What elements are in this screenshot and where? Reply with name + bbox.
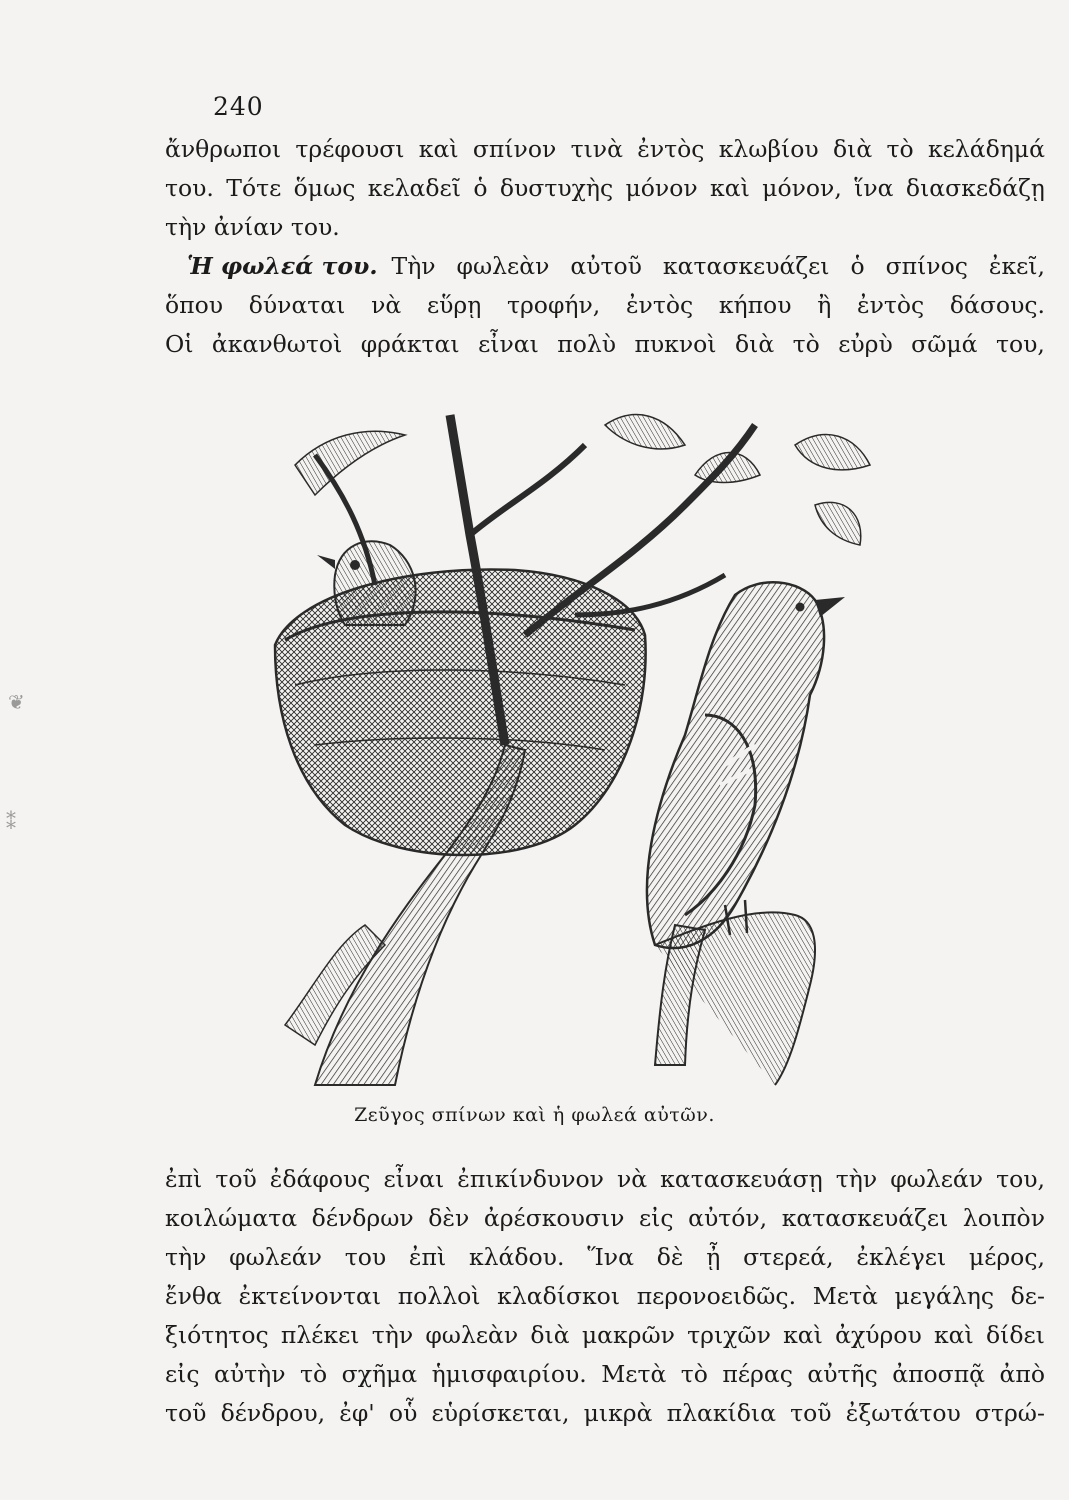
word: δε- xyxy=(1010,1282,1045,1310)
word: τοῦ xyxy=(215,1165,257,1193)
engraving-figure xyxy=(255,385,875,1090)
word: δίδει xyxy=(985,1321,1045,1349)
word: κατασκευάζει xyxy=(781,1204,949,1232)
word: ἐκτείνονται xyxy=(238,1282,382,1310)
word: οὗ xyxy=(388,1399,418,1427)
word: εἶναι xyxy=(478,330,539,358)
word: ὅμως xyxy=(293,174,356,202)
word: ἀχύρου xyxy=(835,1321,922,1349)
word: στερεά, xyxy=(743,1243,834,1271)
word: Μετὰ xyxy=(812,1282,878,1310)
page-number: 240 xyxy=(213,92,264,121)
word: φωλεάν xyxy=(229,1243,322,1271)
word: φωλεὰν xyxy=(425,1321,519,1349)
word: μόνον, xyxy=(762,174,842,202)
word: διὰ xyxy=(832,135,873,163)
word: τοῦ xyxy=(790,1399,832,1427)
word: κατασκευάζει xyxy=(662,252,830,280)
text-line xyxy=(165,169,1045,208)
word: κελάδημά xyxy=(927,135,1045,163)
word: ἐδάφους xyxy=(269,1165,371,1193)
word: πλακίδια xyxy=(666,1399,776,1427)
text-line xyxy=(165,286,1045,325)
text-line xyxy=(165,1238,1045,1277)
word: δύναται xyxy=(248,291,346,319)
word: του. xyxy=(165,174,214,202)
word: του xyxy=(344,1243,387,1271)
word: ᾖ xyxy=(706,1243,721,1271)
section-heading: Ἡ φωλεά του. xyxy=(187,252,378,280)
word: πλέκει xyxy=(280,1321,360,1349)
word: νὰ xyxy=(616,1165,648,1193)
text-line xyxy=(165,208,1045,247)
word: φράκται xyxy=(360,330,460,358)
word: φωλεὰν xyxy=(456,252,550,280)
word: σπίνος xyxy=(885,252,968,280)
text-line xyxy=(165,1277,1045,1316)
word: ὅπου xyxy=(165,291,224,319)
word: εἰς xyxy=(638,1204,674,1232)
word: εὕρῃ xyxy=(426,291,482,319)
word: ἄνθρωποι xyxy=(165,135,282,163)
word: τριχῶν xyxy=(687,1321,771,1349)
word: εἶναι xyxy=(383,1165,445,1193)
text-line xyxy=(165,130,1045,169)
word: ἐντὸς xyxy=(625,291,694,319)
word: σχῆμα xyxy=(341,1360,418,1388)
text-line xyxy=(165,325,1045,364)
word: κατασκευάσῃ xyxy=(660,1165,823,1193)
word: ὁ xyxy=(850,252,865,280)
word: ἐκεῖ, xyxy=(988,252,1045,280)
text-line xyxy=(165,1160,1045,1199)
word: διασκεδάζῃ xyxy=(905,174,1045,202)
word: τὸ xyxy=(886,135,914,163)
word: ἐπικίνδυνον xyxy=(457,1165,604,1193)
word: Τὴν xyxy=(391,252,436,280)
word: ἐπὶ xyxy=(408,1243,447,1271)
word: σῶμά xyxy=(911,330,978,358)
word: Μετὰ xyxy=(601,1360,667,1388)
word: καὶ xyxy=(933,1321,974,1349)
word: περονοειδῶς. xyxy=(636,1282,797,1310)
word: διὰ xyxy=(530,1321,570,1349)
word: ἐπὶ xyxy=(165,1165,203,1193)
word: ἀποσπᾷ xyxy=(892,1360,986,1388)
word: Οἱ xyxy=(165,330,194,358)
word: πέρας xyxy=(722,1360,793,1388)
word: του, xyxy=(995,330,1045,358)
word: εἰς xyxy=(165,1360,200,1388)
word: στρώ- xyxy=(974,1399,1045,1427)
word: καὶ xyxy=(710,174,750,202)
word: αὐτὴν xyxy=(214,1360,286,1388)
word: τὴν xyxy=(835,1165,878,1193)
word: Ἵνα xyxy=(587,1243,634,1271)
word: κλωβίου xyxy=(718,135,819,163)
word: δυστυχὴς xyxy=(499,174,614,202)
word: αὐτόν, xyxy=(688,1204,768,1232)
word: αὐτοῦ xyxy=(570,252,642,280)
text-line xyxy=(378,247,1045,286)
nest-heading-line xyxy=(165,247,1045,286)
word: πολλοὶ xyxy=(397,1282,481,1310)
figure-caption: Ζεῦγος σπίνων καὶ ἡ φωλεά αὐτῶν. xyxy=(354,1104,715,1126)
word: ἀρέσκουσιν xyxy=(483,1204,625,1232)
word: ὁ xyxy=(473,174,488,202)
word: μικρὰ xyxy=(583,1399,653,1427)
nest-illustration xyxy=(255,385,875,1090)
word: μόνον xyxy=(625,174,698,202)
word: δένδρου, xyxy=(220,1399,326,1427)
word: τοῦ xyxy=(165,1399,207,1427)
word: νὰ xyxy=(371,291,402,319)
word: μέρος, xyxy=(968,1243,1045,1271)
word: εὐρὺ xyxy=(838,330,893,358)
word: μεγάλης xyxy=(894,1282,994,1310)
word: δάσους. xyxy=(949,291,1045,319)
word: τρέφουσι xyxy=(295,135,405,163)
nest-body xyxy=(275,569,646,855)
text-line xyxy=(165,1316,1045,1355)
text-line xyxy=(165,1394,1045,1433)
word: σπίνον xyxy=(472,135,557,163)
word: ἔνθα xyxy=(165,1282,222,1310)
word: ἐντὸς xyxy=(637,135,705,163)
margin-smudge: ⁑ xyxy=(6,810,16,834)
text-line xyxy=(165,1355,1045,1394)
word: κλαδίσκοι xyxy=(497,1282,621,1310)
word: ἐντὸς xyxy=(856,291,925,319)
word: ἵνα xyxy=(854,174,894,202)
word: αὐτῆς xyxy=(807,1360,878,1388)
word: τὴν xyxy=(165,1243,207,1271)
word: ἀπὸ xyxy=(999,1360,1045,1388)
word: τὸ xyxy=(792,330,820,358)
word: λοιπὸν xyxy=(962,1204,1045,1232)
text-line xyxy=(165,1199,1045,1238)
word: διὰ xyxy=(734,330,775,358)
word: του, xyxy=(996,1165,1045,1193)
word: φωλεάν xyxy=(890,1165,984,1193)
word: Τότε xyxy=(226,174,282,202)
top-paragraph xyxy=(165,130,1045,364)
margin-smudge: ❦ xyxy=(8,690,25,714)
word: ξιότητος xyxy=(165,1321,269,1349)
word: καὶ xyxy=(783,1321,823,1349)
word: μακρῶν xyxy=(581,1321,675,1349)
word: ἡμισφαιρίου. xyxy=(431,1360,587,1388)
word: κελαδεῖ xyxy=(367,174,461,202)
word: δένδρων xyxy=(311,1204,414,1232)
word: καὶ xyxy=(418,135,459,163)
word: τροφήν, xyxy=(506,291,601,319)
bottom-paragraph xyxy=(165,1160,1045,1433)
word: τινὰ xyxy=(570,135,623,163)
word: πολὺ xyxy=(557,330,617,358)
word: εὑρίσκεται, xyxy=(431,1399,570,1427)
word: ἐκλέγει xyxy=(856,1243,947,1271)
word: ἢ xyxy=(817,291,832,319)
word: τὸ xyxy=(680,1360,708,1388)
word: ἐξωτάτου xyxy=(845,1399,961,1427)
word: πυκνοὶ xyxy=(634,330,717,358)
word: κήπου xyxy=(718,291,792,319)
word: τὴν xyxy=(371,1321,414,1349)
word: κλάδου. xyxy=(468,1243,565,1271)
word: δὲ xyxy=(656,1243,684,1271)
word: κοιλώματα xyxy=(165,1204,298,1232)
word: τὸ xyxy=(300,1360,328,1388)
text-line-content: τὴν ἀνίαν του. xyxy=(165,213,340,241)
word: δὲν xyxy=(428,1204,470,1232)
word: ἐφ' xyxy=(339,1399,375,1427)
word: ἀκανθωτοὶ xyxy=(211,330,343,358)
